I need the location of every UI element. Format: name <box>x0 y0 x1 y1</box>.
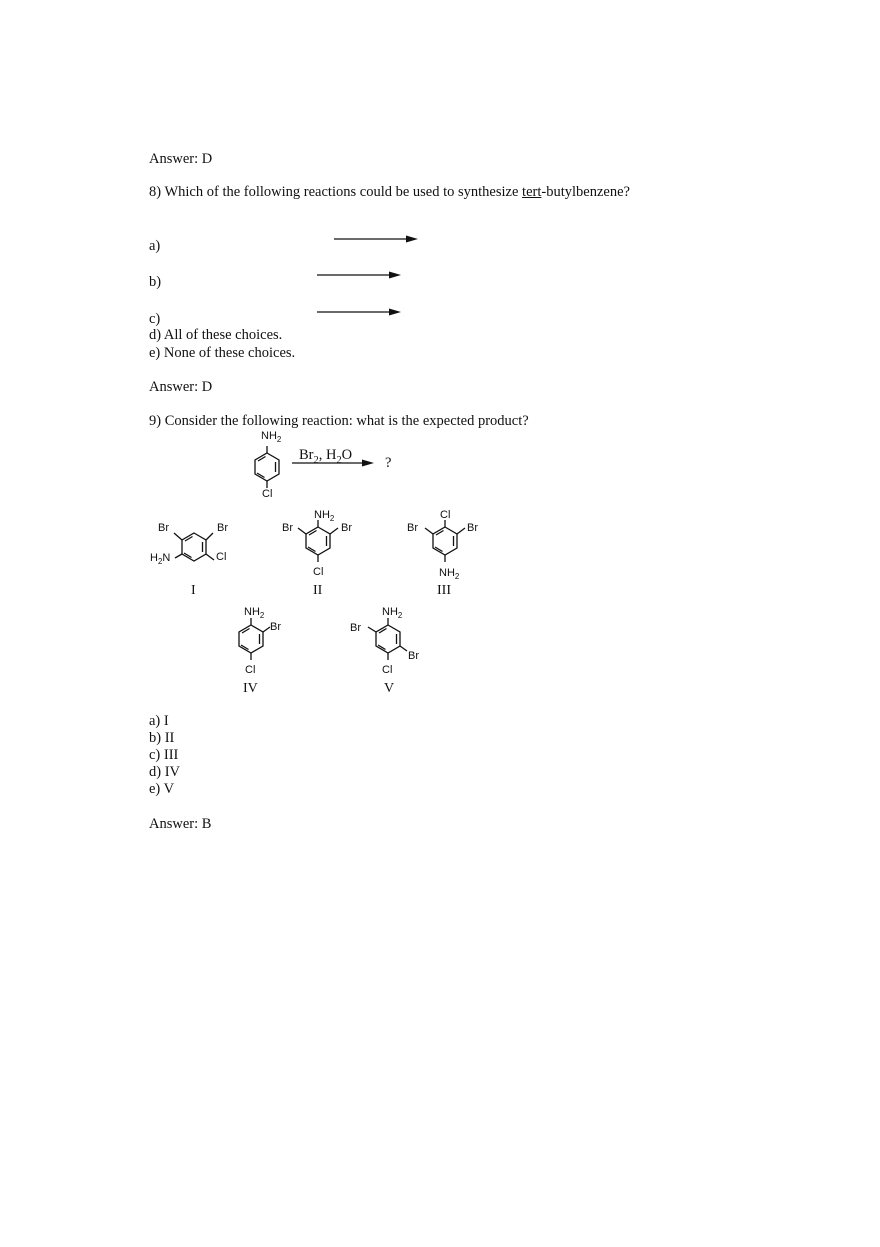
structure-III-label-br-left: Br <box>407 522 418 534</box>
structure-V-label-amine: $NH_2$ <box>382 606 403 621</box>
structure-V-label-br-right: Br <box>408 650 419 662</box>
previous-answer: Answer: D <box>149 151 213 167</box>
structure-IV-label-amine: $NH_2$ <box>244 606 265 621</box>
unknown-product: ? <box>385 455 392 471</box>
structure-V-numeral: V <box>384 681 395 696</box>
q9-reaction-arrow <box>290 457 380 469</box>
structure-I-ring <box>160 520 240 580</box>
structure-V-label-cl: Cl <box>382 664 393 676</box>
question-9-text: 9) Consider the following reaction: what is the expected product? <box>149 413 529 429</box>
structure-III-label-cl: Cl <box>440 509 451 521</box>
q8-reaction-arrow-b <box>315 269 405 281</box>
q8-reaction-arrow-c <box>315 306 405 318</box>
structure-III-label-amine: $NH_2$ <box>439 567 460 582</box>
structure-I-label-br-left: Br <box>158 522 169 534</box>
structure-IV-label-cl: Cl <box>245 664 256 676</box>
structure-I-label-amine: $H_2N$ <box>150 552 171 567</box>
question-8-underlined: tert <box>522 184 542 200</box>
q9-option-d: d) IV <box>149 764 181 780</box>
q9-option-b: b) II <box>149 730 175 746</box>
question-8-number: 8) <box>149 184 162 200</box>
q8-reaction-arrow-a <box>332 233 422 245</box>
q9-answer: Answer: B <box>149 816 212 832</box>
q9-option-e: e) V <box>149 781 175 797</box>
structure-IV-ring <box>218 610 288 672</box>
structure-IV-label-br: Br <box>270 621 281 633</box>
structure-IV-numeral: IV <box>243 681 258 696</box>
structure-III-numeral: III <box>437 583 451 598</box>
structure-II-label-cl: Cl <box>313 566 324 578</box>
reagent-label: $Br_2$, $H_2O$ <box>299 447 353 466</box>
reactant-chloro-label: Cl <box>262 488 273 500</box>
q8-option-e: e) None of these choices. <box>149 345 296 361</box>
q8-option-a: a) <box>149 238 161 254</box>
structure-V-label-br-left: Br <box>350 622 361 634</box>
structure-III-label-br-right: Br <box>467 522 478 534</box>
structure-II-label-br-right: Br <box>341 522 352 534</box>
question-8-post: -butylbenzene? <box>541 184 630 200</box>
structure-I-numeral: I <box>191 583 196 598</box>
q8-option-c: c) <box>149 311 161 327</box>
structure-II-label-amine: $NH_2$ <box>314 509 335 524</box>
q9-option-c: c) III <box>149 747 179 763</box>
q8-option-b: b) <box>149 274 162 290</box>
question-8-text <box>149 184 630 201</box>
structure-I-label-cl: Cl <box>216 551 227 563</box>
structure-II-numeral: II <box>313 583 323 598</box>
structure-V-ring <box>355 610 425 672</box>
q9-option-a: a) I <box>149 713 169 729</box>
q8-answer: Answer: D <box>149 379 213 395</box>
question-8-pre: Which of the following reactions could be used to synthesize <box>164 184 523 200</box>
structure-II-label-br-left: Br <box>282 522 293 534</box>
reactant-amine-label: $NH_2$ <box>261 430 282 445</box>
q8-option-d: d) All of these choices. <box>149 327 283 343</box>
structure-I-label-br-right: Br <box>217 522 228 534</box>
